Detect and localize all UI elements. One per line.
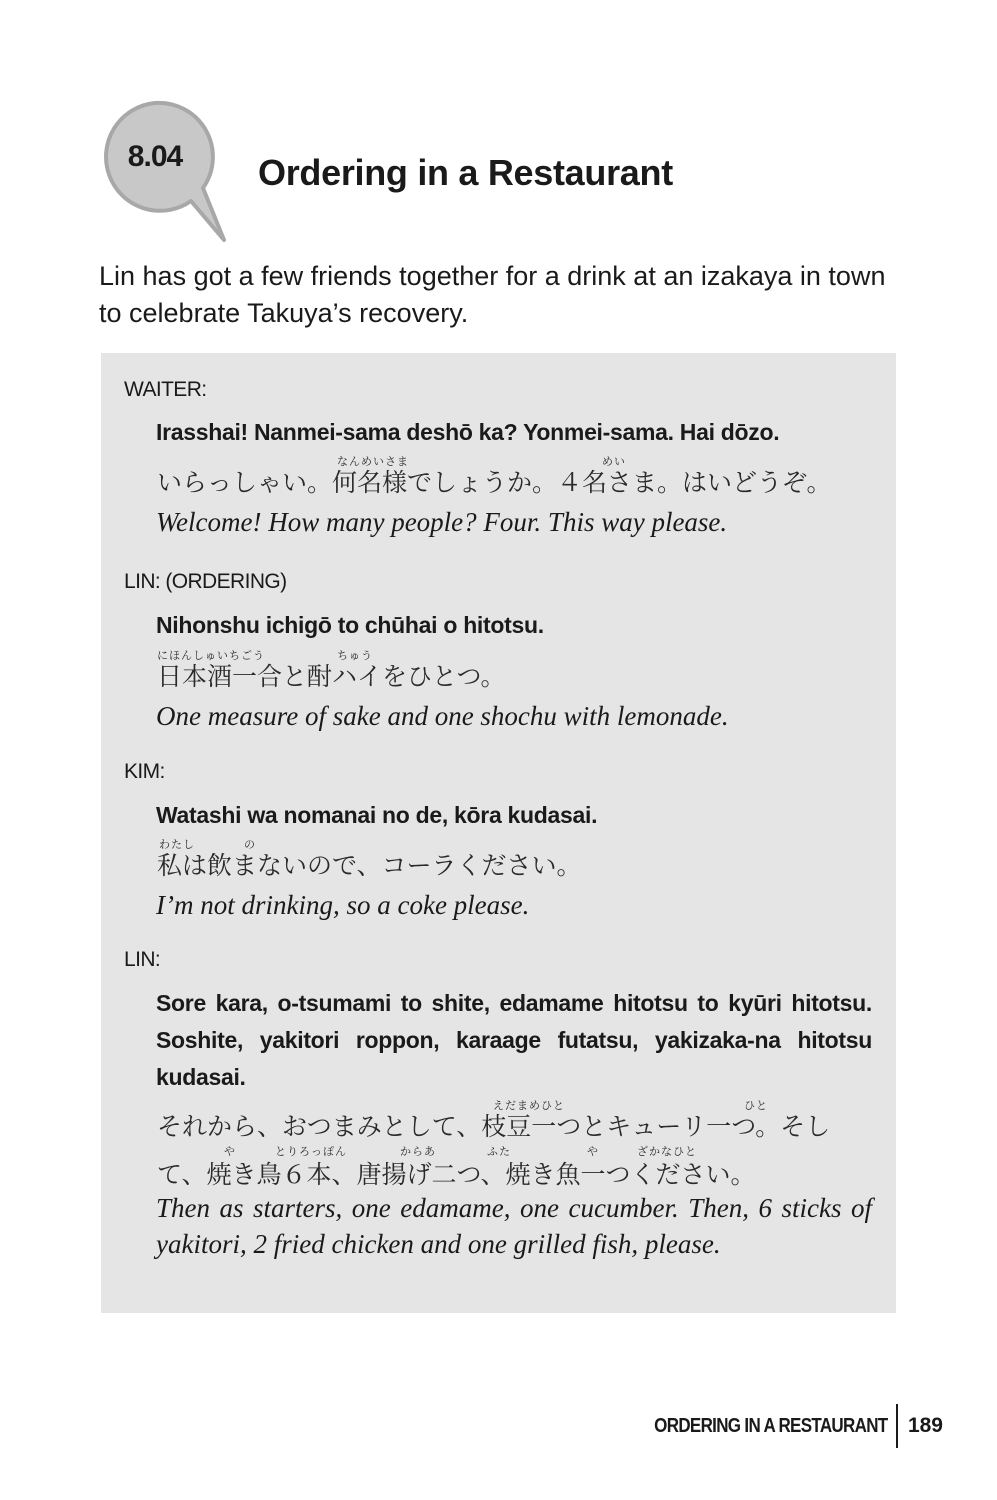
furigana: ちゅう [337,649,373,662]
section-title: Ordering in a Restaurant [258,152,673,193]
japanese-line: 日本酒一合と酎ハイをひとつ。 [157,662,506,691]
japanese-line: それから、おつまみとして、枝豆一つとキューリ一つ。そして、焼き鳥６本、唐揚げ二つ、焼き魚一つください。 [157,1112,831,1189]
speaker-label: WAITER: [124,378,207,401]
furigana: の [244,838,256,851]
japanese-line: いらっしゃい。何名様でしょうか。４名さま。はいどうぞ。 [157,468,832,497]
furigana: わたし [159,838,195,851]
furigana: からあ [400,1145,436,1158]
english-translation: Welcome! How many people? Four. This way please. [156,507,728,537]
furigana: なんめいさま [337,455,409,468]
romaji-line: Nihonshu ichigō to chūhai o hitotsu. [156,612,544,638]
speaker-label: LIN: [124,948,161,971]
furigana: ざかなひと [637,1145,697,1158]
furigana: や [224,1145,236,1158]
speaker-label: LIN: (ORDERING) [124,570,287,593]
romaji-line: Sore kara, o-tsumami to shite, edamame hitotsu to kyūri hitotsu. Soshite, yakitori roppon, karaage futatsu, yakizaka-na hitotsu kudasai. [156,990,872,1090]
page-footer [613,1404,943,1448]
furigana: えだまめひと [493,1099,565,1112]
japanese-line: 私は飲まないので、コーラください。 [157,851,582,880]
furigana: ふた [487,1145,511,1158]
furigana: や [587,1145,599,1158]
romaji-line: Irasshai! Nanmei-sama deshō ka? Yonmei-sama. Hai dōzo. [156,419,780,445]
section-number: 8.04 [127,140,183,173]
page-number: 189 [907,1414,943,1437]
english-translation: Then as starters, one edamame, one cucumber. Then, 6 sticks of yakitori, 2 fried chicken and one grilled fish, please. [156,1193,872,1259]
furigana: にほんしゅいちごう [157,649,265,662]
footer-divider [896,1404,898,1448]
speaker-label: KIM: [124,760,165,783]
furigana: めい [602,455,626,468]
section-badge [99,100,229,245]
running-title: ORDERING IN A RESTAURANT [654,1414,888,1437]
romaji-line: Watashi wa nomanai no de, kōra kudasai. [156,802,598,828]
furigana: ひと [744,1099,768,1112]
english-translation: One measure of sake and one shochu with lemonade. [156,701,729,731]
english-translation: I’m not drinking, so a coke please. [156,890,530,920]
furigana: とりろっぽん [275,1145,347,1158]
intro-paragraph: Lin has got a few friends together for a drink at an izakaya in town to celebrate Takuya’s recovery. [99,261,886,328]
